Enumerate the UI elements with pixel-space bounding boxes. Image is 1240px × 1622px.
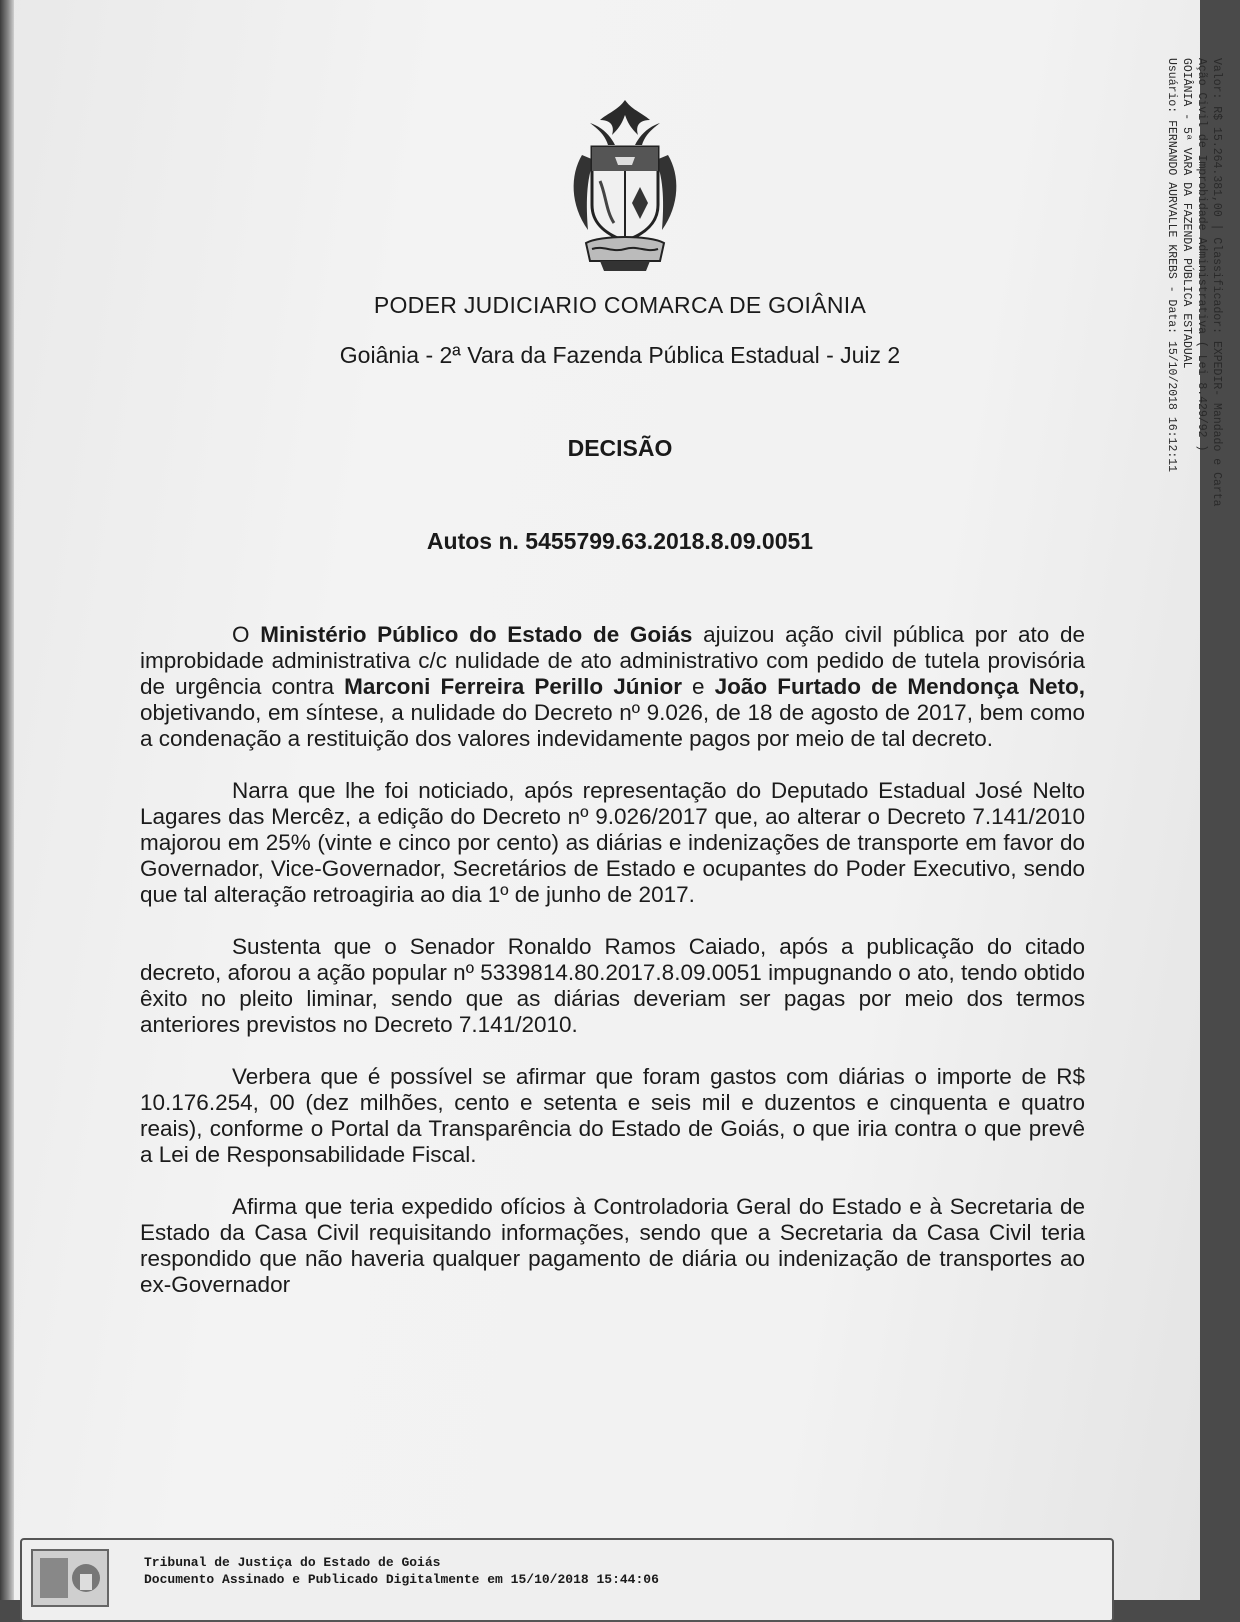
digital-signature-stamp [20,1538,1114,1622]
side-annotation [1104,58,1224,507]
paragraph-3: Sustenta que o Senador Ronaldo Ramos Caiado, após a publicação do citado decreto, aforou a ação popular nº 5339814.80.2017.8.09.0051 impugnando o ato, tendo obtido êxito no pleito liminar, sendo que as diárias deveriam ser pagas por meio dos termos anteriores previstos no Decreto 7.141/2010. [140,934,1085,1037]
case-number: Autos n. 5455799.63.2018.8.09.0051 [426,528,814,554]
tjgo-seal-icon [30,1548,110,1608]
page-edge-shadow [0,0,14,1600]
paragraph-2: Narra que lhe foi noticiado, após representação do Deputado Estadual José Nelto Lagares das Mercêz, a edição do Decreto nº 9.026/2017 que, ao alterar o Decreto 7.141/2010 majorou em 25% (vinte e cinco por cento) as diárias e indenizações de transporte em favor do Governador, Vice-Governador, Secretários de Estado e ocupantes do Poder Executivo, sendo que tal alteração retroagiria ao dia 1º de junho de 2017. [140,778,1085,907]
document-title: DECISÃO [567,435,673,461]
court-division: Goiânia - 2ª Vara da Fazenda Pública Estadual - Juiz 2 [339,342,901,368]
paragraph-1: O Ministério Público do Estado de Goiás ajuizou ação civil pública por ato de improbidade administrativa c/c nulidade de ato administrativo com pedido de tutela provisória de urgência contra Marconi Ferreira Perillo Júnior e João Furtado de Mendonça Neto, objetivando, em síntese, a nulidade do Decreto nº 9.026, de 18 de agosto de 2017, bem como a condenação a restituição dos valores indevidamente pagos por meio de tal decreto. [140,622,1085,751]
side-line-court: GOIÂNIA - 5ª VARA DA FAZENDA PÚBLICA ESTADUAL [1180,58,1193,369]
coat-of-arms-icon [560,95,690,275]
paragraph-5: Afirma que teria expedido ofícios à Controladoria Geral do Estado e à Secretaria de Estado da Casa Civil requisitando informações, sendo que a Secretaria da Casa Civil teria respondido que não haveria qualquer pagamento de diária ou indenização de transportes ao ex-Governador [140,1194,1085,1297]
paragraph-4: Verbera que é possível se afirmar que foram gastos com diárias o importe de R$ 10.176.254, 00 (dez milhões, cento e setenta e seis mil e duzentos e cinquenta e quatro reais), conforme o Portal da Transparência do Estado de Goiás, o que iria contra o que prevê a Lei de Responsabilidade Fiscal. [140,1064,1085,1167]
side-line-action: Ação Civil de Improbidade Administrativa ( Lei 8.429/92 ) [1195,58,1208,452]
court-name: PODER JUDICIARIO COMARCA DE GOIÂNIA [373,292,867,318]
stamp-text [144,1554,659,1588]
stamp-court: Tribunal de Justiça do Estado de Goiás [144,1555,441,1570]
document-body [140,622,1085,1324]
side-line-value: Valor: R$ 15.264.381,00 | Classificador: EXPEDIR- Mandado e Carta [1210,58,1223,507]
side-line-user: Usuário: FERNANDO AURVALLE KREBS - Data: 15/10/2018 16:12:11 [1165,58,1178,473]
stamp-signed: Documento Assinado e Publicado Digitalmente em 15/10/2018 15:44:06 [144,1572,659,1587]
